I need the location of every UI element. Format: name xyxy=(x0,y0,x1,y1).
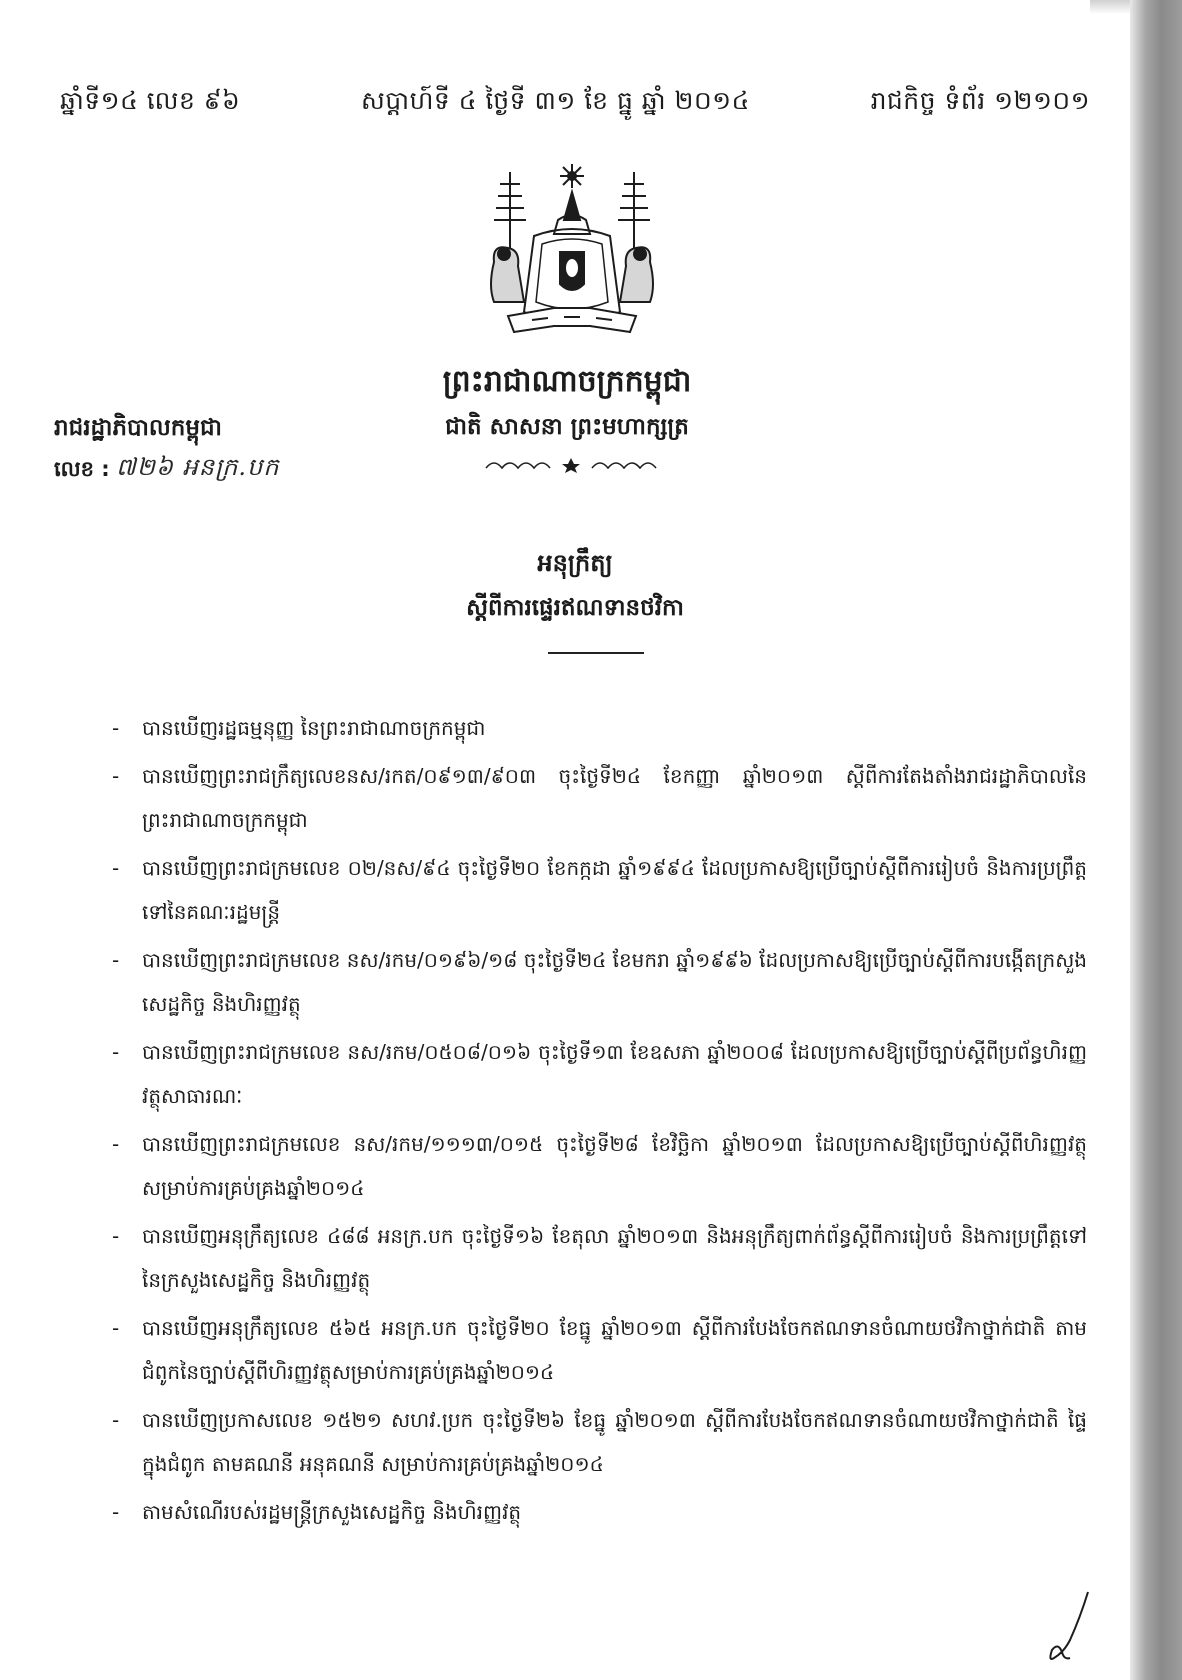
preamble-item: - បានឃើញព្រះរាជក្រមលេខ នស/រកម/០១៩៦/១៨ ចុះថ្ងៃទី២៤ ខែមករា ឆ្នាំ១៩៩៦ ដែលប្រកាសឱ្យប្រើច្បាប់ស្តីពីការបង្កើតក្រសួងសេដ្ឋកិច្ច និងហិរញ្ញវត្ថុ xyxy=(112,948,1087,1016)
preamble-text: បានឃើញអនុក្រឹត្យលេខ ៤៨៨ អនក្រ.បក ចុះថ្ងៃទី១៦ ខែតុលា ឆ្នាំ២០១៣ និងអនុក្រឹត្យពាក់ព័ន្ធស្តីពីការរៀបចំ និងការប្រព្រឹត្តទៅនៃក្រសួងសេដ្ឋកិច្ច និងហិរញ្ញវត្ថុ xyxy=(142,1224,1087,1292)
preamble-text: បានឃើញព្រះរាជក្រឹត្យលេខនស/រកត/០៩១៣/៩០៣ ចុះថ្ងៃទី២៤ ខែកញ្ញា ឆ្នាំ២០១៣ ស្តីពីការតែងតាំងរាជរដ្ឋាភិបាលនៃព្រះរាជាណាចក្រកម្ពុជា xyxy=(142,764,1087,832)
issuing-authority: រាជរដ្ឋាភិបាលកម្ពុជា xyxy=(54,415,222,441)
preamble-text: បានឃើញព្រះរាជក្រមលេខ ០២/នស/៩៤ ចុះថ្ងៃទី២០ ខែកក្កដា ឆ្នាំ១៩៩៤ ដែលប្រកាសឱ្យប្រើច្បាប់ស្តីពីការរៀបចំ និងការប្រព្រឹត្តទៅនៃគណៈរដ្ឋមន្ត្រី xyxy=(142,856,1087,924)
preamble-text: បានឃើញព្រះរាជក្រមលេខ នស/រកម/១១១៣/០១៥ ចុះថ្ងៃទី២៨ ខែវិច្ឆិកា ឆ្នាំ២០១៣ ដែលប្រកាសឱ្យប្រើច្បាប់ស្តីពីហិរញ្ញវត្ថុសម្រាប់ការគ្រប់គ្រងឆ្នាំ២០១៤ xyxy=(142,1132,1087,1200)
preamble-item: - បានឃើញព្រះរាជក្រឹត្យលេខនស/រកត/០៩១៣/៩០៣ ចុះថ្ងៃទី២៤ ខែកញ្ញា ឆ្នាំ២០១៣ ស្តីពីការតែងតាំងរាជរដ្ឋាភិបាលនៃព្រះរាជាណាចក្រកម្ពុជា xyxy=(112,764,1087,832)
reference-number: ៧២៦ អនក្រ.បក xyxy=(116,453,280,481)
gazette-date: សប្តាហ៍ទី ៤ ថ្ងៃទី ៣១ ខែ ធ្នូ ឆ្នាំ ២០១៤ xyxy=(360,86,750,115)
preamble-item: - បានឃើញអនុក្រឹត្យលេខ ៥៦៥ អនក្រ.បក ចុះថ្ងៃទី២០ ខែធ្នូ ឆ្នាំ២០១៣ ស្តីពីការបែងចែកឥណទានចំណាយថវិកាថ្នាក់ជាតិ តាមជំពូកនៃច្បាប់ស្តីពីហិរញ្ញវត្ថុសម្រាប់ការគ្រប់គ្រងឆ្នាំ២០១៤ xyxy=(112,1316,1087,1384)
title-rule xyxy=(548,652,644,654)
reference-label: លេខ : xyxy=(54,457,110,481)
document-type: អនុក្រឹត្យ xyxy=(537,549,613,577)
preamble-text: បានឃើញព្រះរាជក្រមលេខ នស/រកម/០៥០៨/០១៦ ចុះថ្ងៃទី១៣ ខែឧសភា ឆ្នាំ២០០៨ ដែលប្រកាសឱ្យប្រើច្បាប់ស្តីពីប្រព័ន្ធហិរញ្ញវត្ថុសាធារណៈ xyxy=(142,1040,1087,1108)
preamble-item: - បានឃើញអនុក្រឹត្យលេខ ៤៨៨ អនក្រ.បក ចុះថ្ងៃទី១៦ ខែតុលា ឆ្នាំ២០១៣ និងអនុក្រឹត្យពាក់ព័ន្ធស្តីពីការរៀបចំ និងការប្រព្រឹត្តទៅនៃក្រសួងសេដ្ឋកិច្ច និងហិរញ្ញវត្ថុ xyxy=(112,1224,1087,1292)
preamble-item: - បានឃើញរដ្ឋធម្មនុញ្ញ នៃព្រះរាជាណាចក្រកម្ពុជា xyxy=(112,716,486,740)
signature-mark xyxy=(1040,1588,1100,1668)
preamble-item: - បានឃើញព្រះរាជក្រមលេខ ០២/នស/៩៤ ចុះថ្ងៃទី២០ ខែកក្កដា ឆ្នាំ១៩៩៤ ដែលប្រកាសឱ្យប្រើច្បាប់ស្តីពីការរៀបចំ និងការប្រព្រឹត្តទៅនៃគណៈរដ្ឋមន្ត្រី xyxy=(112,856,1087,924)
preamble-item: - បានឃើញព្រះរាជក្រមលេខ នស/រកម/១១១៣/០១៥ ចុះថ្ងៃទី២៨ ខែវិច្ឆិកា ឆ្នាំ២០១៣ ដែលប្រកាសឱ្យប្រើច្បាប់ស្តីពីហិរញ្ញវត្ថុសម្រាប់ការគ្រប់គ្រងឆ្នាំ២០១៤ xyxy=(112,1132,1087,1200)
document-subject: ស្តីពីការផ្ទេរឥណទានថវិកា xyxy=(466,595,684,621)
preamble-text: បានឃើញអនុក្រឹត្យលេខ ៥៦៥ អនក្រ.បក ចុះថ្ងៃទី២០ ខែធ្នូ ឆ្នាំ២០១៣ ស្តីពីការបែងចែកឥណទានចំណាយថវិកាថ្នាក់ជាតិ តាមជំពូកនៃច្បាប់ស្តីពីហិរញ្ញវត្ថុសម្រាប់ការគ្រប់គ្រងឆ្នាំ២០១៤ xyxy=(142,1316,1087,1384)
gazette-page: រាជកិច្ច ទំព័រ ១២១០១ xyxy=(870,86,1090,115)
scan-edge-shadow xyxy=(1130,0,1182,1680)
preamble-item: - តាមសំណើរបស់រដ្ឋមន្ត្រីក្រសួងសេដ្ឋកិច្ច និងហិរញ្ញវត្ថុ xyxy=(112,1500,522,1524)
national-motto: ជាតិ សាសនា ព្រះមហាក្សត្រ xyxy=(445,414,689,440)
preamble-item: - បានឃើញព្រះរាជក្រមលេខ នស/រកម/០៥០៨/០១៦ ចុះថ្ងៃទី១៣ ខែឧសភា ឆ្នាំ២០០៨ ដែលប្រកាសឱ្យប្រើច្បាប់ស្តីពីប្រព័ន្ធហិរញ្ញវត្ថុសាធារណៈ xyxy=(112,1040,1087,1108)
preamble-text: បានឃើញព្រះរាជក្រមលេខ នស/រកម/០១៩៦/១៨ ចុះថ្ងៃទី២៤ ខែមករា ឆ្នាំ១៩៩៦ ដែលប្រកាសឱ្យប្រើច្បាប់ស្តីពីការបង្កើតក្រសួងសេដ្ឋកិច្ច និងហិរញ្ញវត្ថុ xyxy=(142,948,1087,1016)
preamble-text: បានឃើញប្រកាសលេខ ១៥២១ សហវ.ប្រក ចុះថ្ងៃទី២៦ ខែធ្នូ ឆ្នាំ២០១៣ ស្តីពីការបែងចែកឥណទានចំណាយថវិកាថ្នាក់ជាតិ ផ្ទៃក្នុងជំពូក តាមគណនី អនុគណនី សម្រាប់ការគ្រប់គ្រងឆ្នាំ២០១៤ xyxy=(142,1408,1087,1476)
ornament-divider xyxy=(476,456,666,478)
preamble-text: បានឃើញរដ្ឋធម្មនុញ្ញ នៃព្រះរាជាណាចក្រកម្ពុជា xyxy=(142,716,486,740)
kingdom-title: ព្រះរាជាណាចក្រកម្ពុជា xyxy=(442,364,692,399)
preamble-list xyxy=(112,706,1087,1538)
preamble-text: តាមសំណើរបស់រដ្ឋមន្ត្រីក្រសួងសេដ្ឋកិច្ច និងហិរញ្ញវត្ថុ xyxy=(142,1500,522,1524)
preamble-item: - បានឃើញប្រកាសលេខ ១៥២១ សហវ.ប្រក ចុះថ្ងៃទី២៦ ខែធ្នូ ឆ្នាំ២០១៣ ស្តីពីការបែងចែកឥណទានចំណាយថវិកាថ្នាក់ជាតិ ផ្ទៃក្នុងជំពូក តាមគណនី អនុគណនី សម្រាប់ការគ្រប់គ្រងឆ្នាំ២០១៤ xyxy=(112,1408,1087,1476)
gazette-year-issue: ឆ្នាំទី១៤ លេខ ៩៦ xyxy=(60,86,241,115)
gazette-header xyxy=(60,86,1090,122)
royal-coat-of-arms-icon xyxy=(474,162,670,352)
scan-edge-corner xyxy=(1090,0,1130,14)
